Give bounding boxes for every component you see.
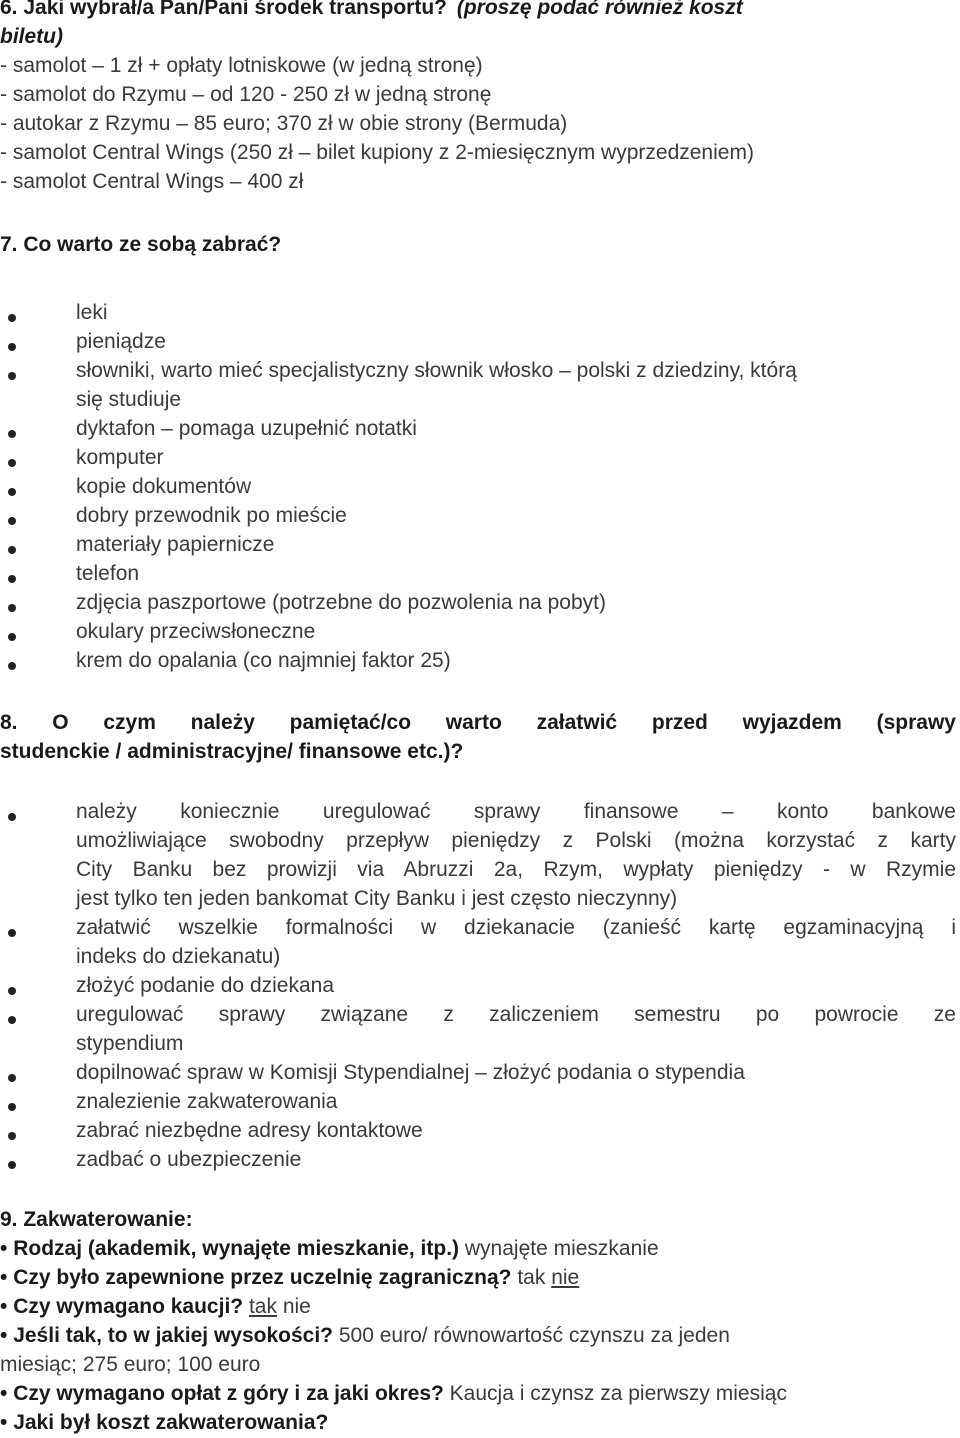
bullet-icon (8, 343, 16, 351)
q8-item: znalezienie zakwaterowania (76, 1090, 338, 1113)
q8-title-cont: studenckie / administracyjne/ finansowe etc.)? (0, 740, 464, 763)
q9-row (0, 1379, 787, 1408)
bullet-icon (8, 1103, 16, 1111)
q9-row (0, 1292, 311, 1321)
q6-title: 6. Jaki wybrał/a Pan/Pani środek transportu? (0, 0, 447, 19)
q7-item: materiały papiernicze (76, 533, 275, 556)
q9-title: 9. Zakwaterowanie: (0, 1208, 193, 1231)
q8-title: 8. O czym należy pamiętać/co warto załatwić przed wyjazdem (sprawy (0, 711, 956, 734)
q7-item: pieniądze (76, 330, 166, 353)
q8-item-cont: indeks do dziekanatu) (76, 945, 281, 968)
q6-note-cont: biletu) (0, 25, 63, 48)
q9-answer-selected: tak (248, 1295, 277, 1318)
q8-item-cont: umożliwiające swobodny przepływ pieniędzy z Polski (można korzystać z karty (76, 829, 956, 852)
bullet-icon (8, 662, 16, 670)
q8-item-cont: City Banku bez prowizji via Abruzzi 2a, Rzym, wypłaty pieniędzy - w Rzymie (76, 858, 956, 881)
q6-title-line (0, 0, 743, 22)
bullet-icon (8, 987, 16, 995)
bullet-icon: • (0, 1324, 8, 1347)
q9-answer-option: tak (517, 1266, 546, 1289)
q8-item-cont: stypendium (76, 1032, 184, 1055)
bullet-icon (8, 430, 16, 438)
q8-item: złożyć podanie do dziekana (76, 974, 335, 997)
bullet-icon (8, 517, 16, 525)
bullet-icon: • (0, 1295, 8, 1318)
bullet-icon (8, 1132, 16, 1140)
q9-answer: wynajęte mieszkanie (464, 1237, 659, 1260)
bullet-icon: • (0, 1237, 8, 1260)
bullet-icon (8, 575, 16, 583)
q9-question: Czy wymagano opłat z góry i za jaki okres? (13, 1382, 444, 1405)
q6-item: - samolot Central Wings (250 zł – bilet kupiony z 2-miesięcznym wyprzedzeniem) (0, 141, 754, 164)
q7-item: komputer (76, 446, 164, 469)
bullet-icon: • (0, 1266, 8, 1289)
q8-item: załatwić wszelkie formalności w dziekanacie (zanieść kartę egzaminacyjną i (76, 916, 956, 939)
q7-item: krem do opalania (co najmniej faktor 25) (76, 649, 451, 672)
q9-question: Jeśli tak, to w jakiej wysokości? (13, 1324, 334, 1347)
q6-item: - autokar z Rzymu – 85 euro; 370 zł w obie strony (Bermuda) (0, 112, 568, 135)
q8-item: uregulować sprawy związane z zaliczeniem semestru po powrocie ze (76, 1003, 956, 1026)
bullet-icon (8, 1016, 16, 1024)
q9-question: Jaki był koszt zakwaterowania? (13, 1411, 329, 1434)
q7-item: słowniki, warto mieć specjalistyczny słownik włosko – polski z dziedziny, którą (76, 359, 797, 382)
q7-item: leki (76, 301, 108, 324)
q6-note: (proszę podać również koszt (456, 0, 743, 19)
q7-item: dyktafon – pomaga uzupełnić notatki (76, 417, 417, 440)
q7-title: 7. Co warto ze sobą zabrać? (0, 233, 282, 256)
q9-row (0, 1321, 730, 1350)
q9-question: Rodzaj (akademik, wynajęte mieszkanie, itp.) (13, 1237, 460, 1260)
q8-item: zabrać niezbędne adresy kontaktowe (76, 1119, 423, 1142)
q9-row (0, 1408, 328, 1437)
q8-item: należy koniecznie uregulować sprawy finansowe – konto bankowe (76, 800, 956, 823)
q9-answer-cont: miesiąc; 275 euro; 100 euro (0, 1353, 261, 1376)
q7-item: kopie dokumentów (76, 475, 252, 498)
bullet-icon (8, 813, 16, 821)
q9-row (0, 1234, 659, 1263)
q9-question: Czy wymagano kaucji? (13, 1295, 244, 1318)
q7-item: telefon (76, 562, 140, 585)
bullet-icon: • (0, 1411, 8, 1434)
q9-row (0, 1263, 579, 1292)
q7-item: okulary przeciwsłoneczne (76, 620, 316, 643)
bullet-icon (8, 459, 16, 467)
q9-answer: Kaucja i czynsz za pierwszy miesiąc (449, 1382, 787, 1405)
q9-answer-option: nie (282, 1295, 311, 1318)
q6-item: - samolot do Rzymu – od 120 - 250 zł w jedną stronę (0, 83, 492, 106)
q8-item: dopilnować spraw w Komisji Stypendialnej – złożyć podania o stypendia (76, 1061, 745, 1084)
q6-item: - samolot Central Wings – 400 zł (0, 170, 304, 193)
bullet-icon (8, 546, 16, 554)
bullet-icon (8, 929, 16, 937)
q9-answer: 500 euro/ równowartość czynszu za jeden (338, 1324, 730, 1347)
q7-item: zdjęcia paszportowe (potrzebne do pozwolenia na pobyt) (76, 591, 606, 614)
bullet-icon (8, 372, 16, 380)
bullet-icon (8, 1074, 16, 1082)
q9-answer-selected: nie (551, 1266, 580, 1289)
q9-question: Czy było zapewnione przez uczelnię zagraniczną? (13, 1266, 512, 1289)
q8-item-cont: jest tylko ten jeden bankomat City Banku i jest często nieczynny) (76, 887, 678, 910)
bullet-icon (8, 604, 16, 612)
q7-item-cont: się studiuje (76, 388, 182, 411)
bullet-icon (8, 1161, 16, 1169)
q7-item: dobry przewodnik po mieście (76, 504, 347, 527)
bullet-icon (8, 314, 16, 322)
bullet-icon (8, 633, 16, 641)
q8-item: zadbać o ubezpieczenie (76, 1148, 302, 1171)
q6-item: - samolot – 1 zł + opłaty lotniskowe (w jedną stronę) (0, 54, 483, 77)
bullet-icon (8, 488, 16, 496)
bullet-icon: • (0, 1382, 8, 1405)
